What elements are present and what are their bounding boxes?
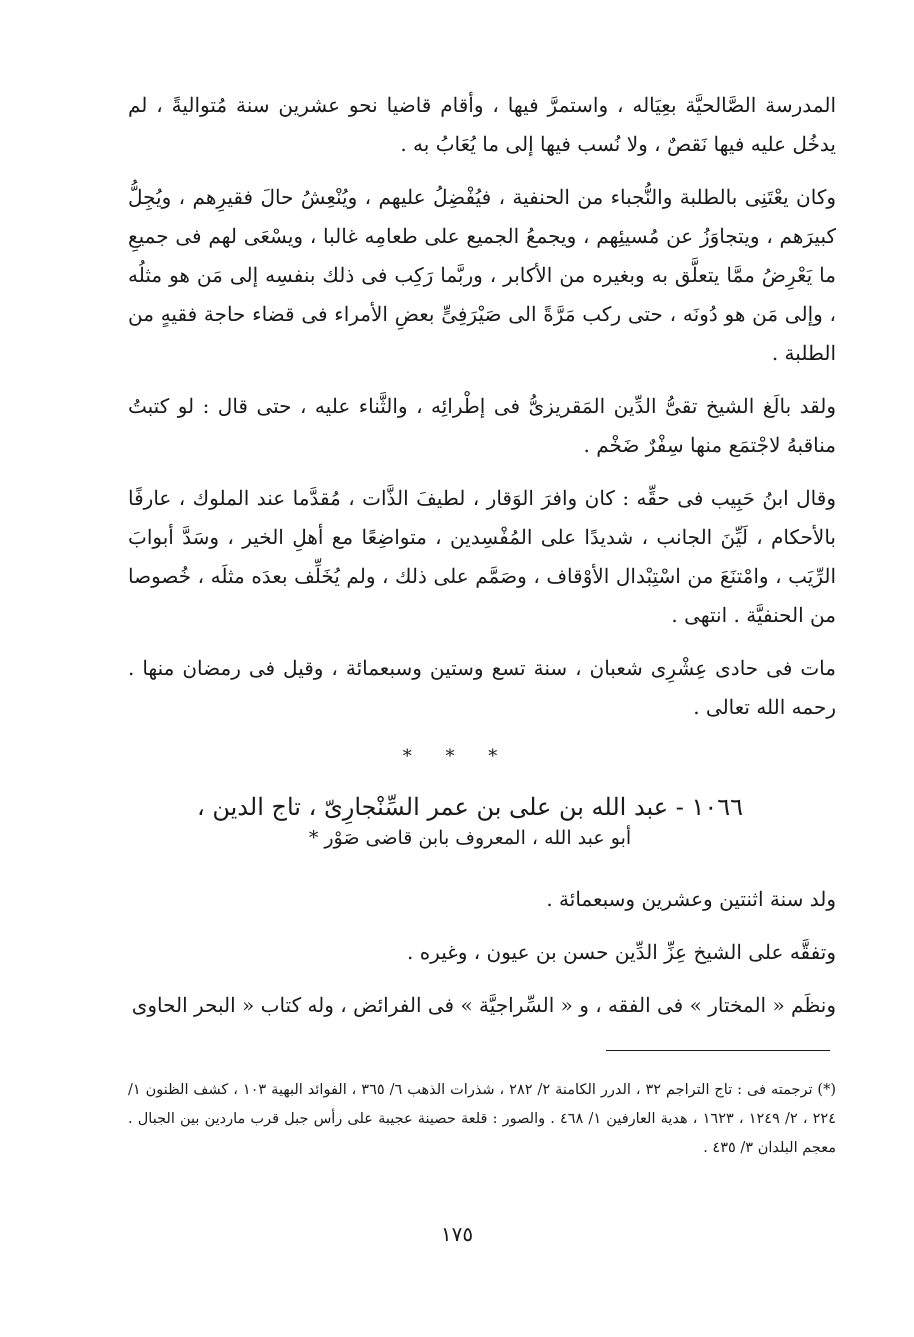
page-number: ١٧٥ [440, 1222, 474, 1246]
section-separator: * * * [402, 746, 512, 767]
footnote: (*) ترجمته فى : تاج التراجم ٣٢ ، الدرر الكامنة ٢/ ٢٨٢ ، شذرات الذهب ٦/ ٣٦٥ ، الفوائد البهية ١٠٣ ، كشف الظنون ١/ ٢٢٤ ، ٢/ ١٢٤٩ ، ١٦٢٣ ، هدية العارفين ١/ ٤٦٨ . والصور : قلعة حصينة عجيبة على رأس جبل قرب ماردين بين الجبال . معجم البلدان ٣/ ٤٣٥ . [128, 1082, 837, 1156]
entry-title: ١٠٦٦ - عبد الله بن على بن عمر السِّنْجارِىّ ، تاج الدين ، [196, 793, 744, 821]
entry-heading [150, 790, 790, 852]
paragraph-care-for-students: وكان يعْتَنِى بالطلبة والنُّجباء من الحنفية ، فيُفْضِلُ عليهم ، ويُنْعِشُ حالَ فقيرِهم ، ويُجِلُّ كبيرَهم ، ويتجاوَزُ عن مُسيئِهم ، ويجمعُ الجميع على طعامِه غالبا ، ويسْعَى لهم فى جميعِ ما يَعْرِضُ ممَّا يتعلَّق به وبغيره من الأكابر ، وربَّما رَكِب فى ذلك بنفسِه إلى مَن هو مثلُه ، وإلى مَن هو دُونَه ، حتى ركب مَرَّةً الى صَيْرَفِىٍّ بعضِ الأمراء فى قضاء حاجة فقيهٍ من الطلبة . [128, 185, 837, 365]
entry-subtitle: أبو عبد الله ، المعروف بابن قاضى صَوْر * [308, 826, 632, 849]
paragraph-maqrizi-praise: ولقد بالَغ الشيخ تقىُّ الدِّين المَقريزىُّ فى إطْرائِه ، والثَّناء عليه ، حتى قال : لو كتبتُ مناقبهُ لاجْتمَع منها سِفْرٌ ضَخْم . [128, 394, 836, 457]
paragraph-works: ونظَم « المختار » فى الفقه ، و « السِّراجيَّة » فى الفرائض ، وله كتاب « البحر الحاوى [131, 993, 836, 1017]
footnote-divider [606, 1050, 830, 1051]
paragraph-ibn-habib-quote: وقال ابنُ حَبِيب فى حقِّه : كان وافرَ الوَقار ، لطيفَ الذَّات ، مُقدَّما عند الملوك ، عارفًا بالأحكام ، لَيِّنَ الجانب ، شديدًا على المُفْسِدين ، متواضِعًا مع أهلِ الخير ، وسَدَّ أبوابَ الرِّيَب ، وامْتنَعَ من اسْتِبْدال الأوْقاف ، وصَمَّم على ذلك ، ولم يُخَلِّف بعدَه مثلَه ، خُصوصا من الحنفيَّة . انتهى . [128, 486, 836, 627]
entry-body-text [128, 880, 836, 1039]
main-body-text [128, 86, 836, 741]
paragraph-death: مات فى حادى عِشْرِى شعبان ، سنة تسع وستين وسبعمائة ، وقيل فى رمضان منها . رحمه الله تعالى . [128, 656, 836, 719]
paragraph-birth: ولد سنة اثنتين وعشرين وسبعمائة . [546, 887, 836, 911]
paragraph-madrasa: المدرسة الصَّالحيَّة بعِيَاله ، واستمرَّ فيها ، وأقام قاضيا نحو عشرين سنة مُتواليةً ، لم يدخُل عليه فيها نَقصٌ ، ولا نُسب فيها إلى ما يُعَابُ به . [128, 93, 836, 156]
paragraph-studies: وتفقَّه على الشيخ عِزِّ الدِّين حسن بن عيون ، وغيره . [406, 940, 836, 964]
